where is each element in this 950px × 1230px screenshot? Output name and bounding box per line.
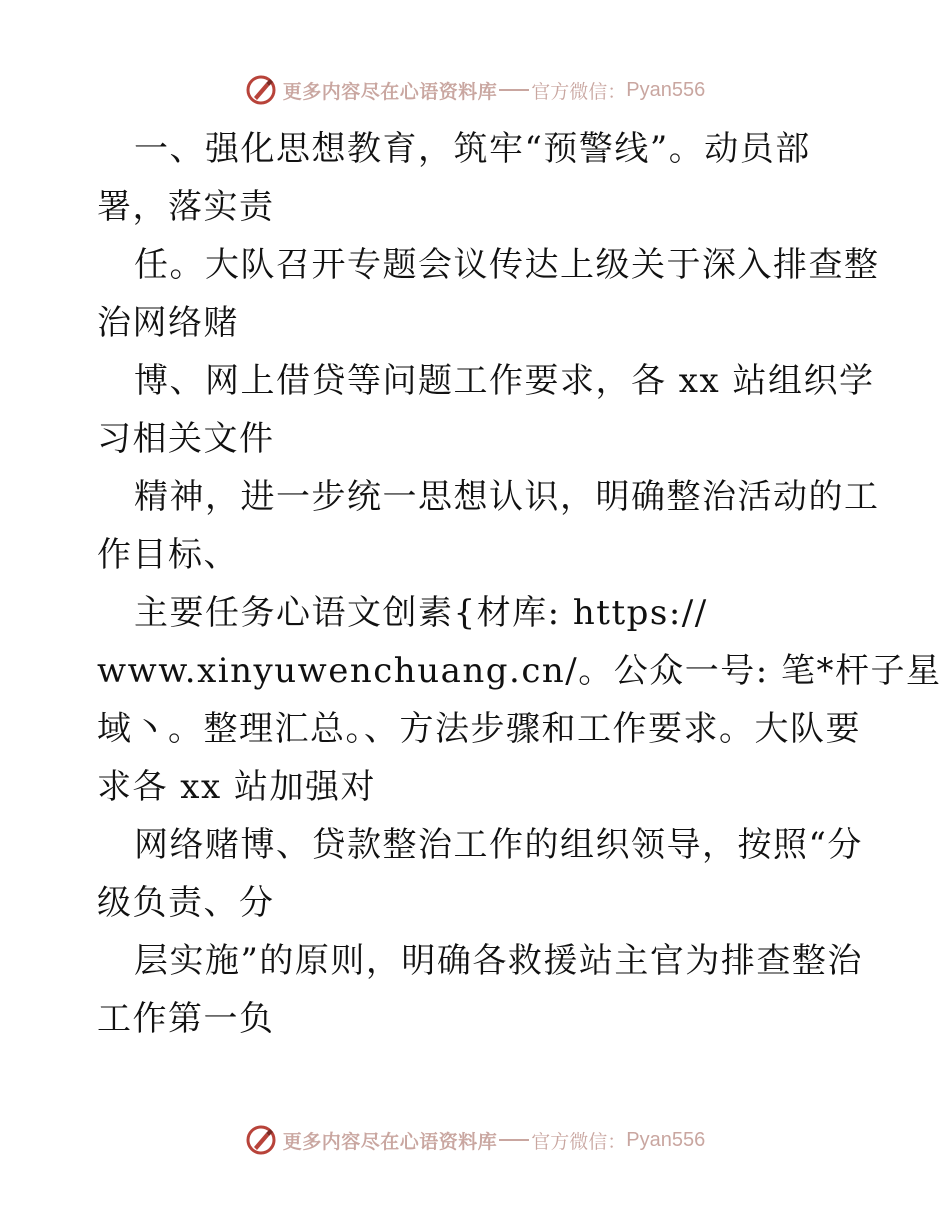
body-line: 习相关文件 xyxy=(97,419,275,459)
banner-wechat-id: Pyan556 xyxy=(626,1128,706,1151)
body-line: 网络赌博、贷款整治工作的组织领导，按照“分 xyxy=(134,825,863,865)
body-line: 精神，进一步统一思想认识，明确整治活动的工 xyxy=(134,477,880,517)
banner-wechat-label: 官方微信： xyxy=(531,1130,627,1153)
banner-text: 更多内容尽在心语资料库 xyxy=(282,1130,498,1153)
footer-banner xyxy=(0,1120,950,1160)
header-banner xyxy=(0,70,950,110)
body-line: 博、网上借贷等问题工作要求，各 xx 站组织学 xyxy=(134,361,875,401)
pen-logo-icon xyxy=(245,74,277,106)
body-line: 作目标、 xyxy=(97,535,239,575)
banner-dash xyxy=(499,1139,529,1141)
pen-logo-icon xyxy=(245,1124,277,1156)
body-line: 工作第一负 xyxy=(97,999,275,1039)
body-line: 级负责、分 xyxy=(97,883,275,923)
body-line: 域丶。整理汇总。、方法步骤和工作要求。大队要 xyxy=(97,709,861,749)
body-line: 任。大队召开专题会议传达上级关于深入排查整 xyxy=(134,245,880,285)
body-line: 求各 xx 站加强对 xyxy=(97,767,376,807)
body-line: 治网络赌 xyxy=(97,303,239,343)
banner-text: 更多内容尽在心语资料库 xyxy=(282,80,498,103)
banner-wechat-id: Pyan556 xyxy=(626,78,706,101)
body-line: 一、强化思想教育，筑牢“预警线”。动员部 xyxy=(134,129,811,169)
body-line: 署，落实责 xyxy=(97,187,275,227)
body-line: www.xinyuwenchuang.cn/。公众一号: 笔*杆子星 xyxy=(97,651,942,691)
banner-wechat-label: 官方微信： xyxy=(531,80,627,103)
body-line: 层实施”的原则，明确各救援站主官为排查整治 xyxy=(134,941,863,981)
body-line: 主要任务心语文创素{材库: https:// xyxy=(134,593,708,633)
banner-dash xyxy=(499,89,529,91)
